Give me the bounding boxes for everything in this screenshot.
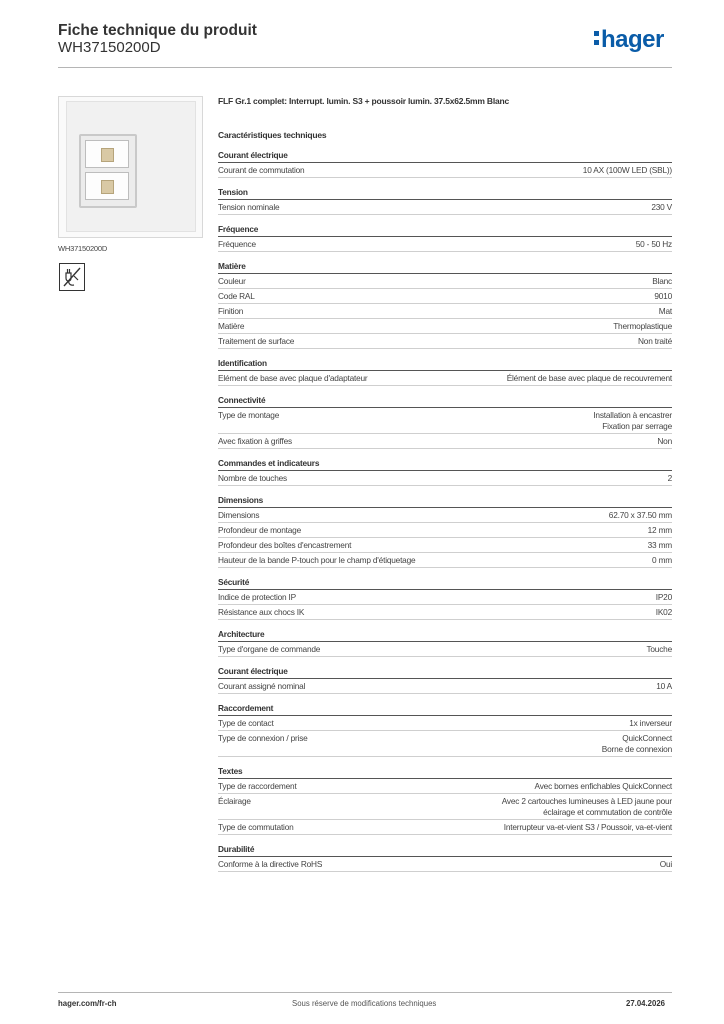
spec-row <box>218 716 672 731</box>
spec-label: Résistance aux chocs IK <box>218 607 305 617</box>
section-title: Textes <box>218 765 672 779</box>
spec-row <box>218 371 672 386</box>
section-title: Connectivité <box>218 394 672 408</box>
section-title: Fréquence <box>218 223 672 237</box>
spec-value <box>646 644 672 655</box>
spec-value <box>636 239 672 250</box>
led-window-icon <box>101 180 114 194</box>
section-title: Durabilité <box>218 843 672 857</box>
spec-label: Type d'organe de commande <box>218 644 321 654</box>
footer-date: 27.04.2026 <box>626 999 666 1008</box>
spec-row <box>218 794 672 820</box>
spec-value-line: Avec bornes enfichables QuickConnect <box>534 781 672 791</box>
spec-label: Profondeur des boîtes d'encastrement <box>218 540 352 550</box>
spec-section <box>218 457 672 486</box>
spec-section <box>218 665 672 694</box>
spec-value <box>668 473 672 484</box>
spec-label: Profondeur de montage <box>218 525 301 535</box>
spec-label: Type de connexion / prise <box>218 733 308 743</box>
spec-value <box>656 681 672 692</box>
spec-value <box>629 718 672 729</box>
spec-label: Dimensions <box>218 510 260 520</box>
spec-label: Code RAL <box>218 291 255 301</box>
section-title: Identification <box>218 357 672 371</box>
spec-value <box>648 540 672 551</box>
spec-label: Indice de protection IP <box>218 592 296 602</box>
spec-section <box>218 394 672 449</box>
spec-row <box>218 538 672 553</box>
spec-section <box>218 186 672 215</box>
spec-row <box>218 434 672 449</box>
spec-value-line: QuickConnect <box>622 733 672 743</box>
spec-value-line: IP20 <box>655 592 672 602</box>
spec-row <box>218 200 672 215</box>
spec-value-line: Élément de base avec plaque de recouvrement <box>506 373 672 383</box>
spec-value <box>535 781 672 792</box>
spec-row <box>218 274 672 289</box>
spec-label: Matière <box>218 321 245 331</box>
spec-value-line: Non <box>657 436 672 446</box>
rocker-top <box>85 140 129 168</box>
spec-label: Nombre de touches <box>218 473 288 483</box>
spec-section <box>218 843 672 872</box>
logo-colon-icon <box>594 31 599 45</box>
product-code: WH37150200D <box>58 39 161 56</box>
spec-sections <box>218 149 672 872</box>
spec-row <box>218 553 672 568</box>
spec-label: Courant assigné nominal <box>218 681 306 691</box>
spec-label: Avec fixation à griffes <box>218 436 292 446</box>
spec-value <box>609 510 672 521</box>
spec-label: Hauteur de la bande P-touch pour le champ d'étiquetage <box>218 555 416 565</box>
spec-value-line: Interrupteur va-et-vient S3 / Poussoir, va-et-vient <box>503 822 672 832</box>
spec-label: Éclairage <box>218 796 251 806</box>
spec-label: Finition <box>218 306 244 316</box>
spec-row <box>218 471 672 486</box>
spec-row <box>218 163 672 178</box>
section-title: Architecture <box>218 628 672 642</box>
spec-label: Couleur <box>218 276 246 286</box>
spec-value-line: 10 AX (100W LED (SBL)) <box>582 165 672 175</box>
spec-value <box>638 336 672 347</box>
spec-value-line: éclairage et commutation de contrôle <box>543 807 672 817</box>
spec-value <box>583 165 672 176</box>
spec-value <box>654 291 672 302</box>
section-title: Dimensions <box>218 494 672 508</box>
spec-value-line: Blanc <box>652 276 672 286</box>
section-title: Matière <box>218 260 672 274</box>
spec-value-line: 62.70 x 37.50 mm <box>608 510 672 520</box>
spec-row <box>218 523 672 538</box>
spec-value <box>648 525 672 536</box>
section-title: Raccordement <box>218 702 672 716</box>
spec-value-line: 230 V <box>651 202 672 212</box>
spec-label: Tension nominale <box>218 202 280 212</box>
spec-label: Conforme à la directive RoHS <box>218 859 323 869</box>
spec-value <box>657 436 672 447</box>
spec-label: Traitement de surface <box>218 336 295 346</box>
spec-value-line: 0 mm <box>652 555 672 565</box>
spec-value <box>504 822 672 833</box>
logo-text: hager <box>601 26 664 53</box>
spec-row <box>218 820 672 835</box>
spec-value <box>613 321 672 332</box>
spec-value <box>656 607 672 618</box>
spec-value-line: 9010 <box>654 291 672 301</box>
spec-row <box>218 408 672 434</box>
spec-section <box>218 260 672 349</box>
switch-plate <box>66 101 196 232</box>
spec-value <box>656 592 672 603</box>
spec-row <box>218 779 672 794</box>
spec-value <box>652 555 672 566</box>
image-caption: WH37150200D <box>58 244 108 253</box>
spec-value-line: Fixation par serrage <box>602 421 672 431</box>
spec-row <box>218 304 672 319</box>
hager-logo[interactable] <box>594 26 664 54</box>
specs-heading: Caractéristiques techniques <box>218 130 327 140</box>
spec-value <box>593 410 672 432</box>
product-image <box>58 96 203 238</box>
footer-disclaimer: Sous réserve de modifications techniques <box>292 999 437 1008</box>
spec-row <box>218 289 672 304</box>
footer-divider <box>58 992 672 993</box>
section-title: Sécurité <box>218 576 672 590</box>
section-title: Commandes et indicateurs <box>218 457 672 471</box>
spec-section <box>218 628 672 657</box>
rocker-bottom <box>85 172 129 200</box>
spec-value <box>507 373 672 384</box>
spec-value <box>651 202 672 213</box>
spec-value-line: Borne de connexion <box>601 744 672 754</box>
spec-section <box>218 702 672 757</box>
spec-value-line: Oui <box>659 859 672 869</box>
spec-row <box>218 679 672 694</box>
product-description: FLF Gr.1 complet: Interrupt. lumin. S3 + poussoir lumin. 37.5x62.5mm Blanc <box>218 96 510 106</box>
section-title: Tension <box>218 186 672 200</box>
spec-content <box>218 96 672 872</box>
spec-row <box>218 237 672 252</box>
spec-value-line: Touche <box>646 644 672 654</box>
spec-label: Type de montage <box>218 410 280 420</box>
spec-value-line: 2 <box>667 473 672 483</box>
spec-section <box>218 494 672 568</box>
spec-row <box>218 605 672 620</box>
page-title: Fiche technique du produit <box>58 22 257 39</box>
led-window-icon <box>101 148 114 162</box>
spec-value-line: 50 - 50 Hz <box>635 239 672 249</box>
spec-value <box>502 796 672 818</box>
spec-value <box>660 859 672 870</box>
spec-value-line: Installation à encastrer <box>593 410 672 420</box>
spec-value-line: Thermoplastique <box>613 321 672 331</box>
plug-certification-icon <box>59 263 85 291</box>
switch-frame <box>79 134 137 208</box>
footer-website[interactable]: hager.com/fr-ch <box>58 999 117 1008</box>
spec-value-line: 33 mm <box>647 540 672 550</box>
section-title: Courant électrique <box>218 665 672 679</box>
header-divider <box>58 67 672 68</box>
spec-row <box>218 319 672 334</box>
spec-value-line: Mat <box>658 306 672 316</box>
spec-value <box>652 276 672 287</box>
spec-row <box>218 642 672 657</box>
spec-value <box>659 306 672 317</box>
spec-label: Fréquence <box>218 239 256 249</box>
spec-section <box>218 223 672 252</box>
spec-section <box>218 357 672 386</box>
spec-value-line: Non traité <box>638 336 672 346</box>
spec-row <box>218 334 672 349</box>
spec-value-line: 12 mm <box>647 525 672 535</box>
spec-label: Type de contact <box>218 718 274 728</box>
spec-row <box>218 857 672 872</box>
spec-value-line: IK02 <box>655 607 672 617</box>
spec-label: Elément de base avec plaque d'adaptateur <box>218 373 368 383</box>
spec-value-line: Avec 2 cartouches lumineuses à LED jaune pour <box>501 796 672 806</box>
spec-label: Courant de commutation <box>218 165 305 175</box>
spec-value <box>602 733 672 755</box>
spec-row <box>218 508 672 523</box>
section-title: Courant électrique <box>218 149 672 163</box>
spec-section <box>218 576 672 620</box>
spec-section <box>218 765 672 835</box>
spec-label: Type de raccordement <box>218 781 297 791</box>
spec-label: Type de commutation <box>218 822 294 832</box>
spec-value-line: 10 A <box>656 681 672 691</box>
spec-value-line: 1x inverseur <box>629 718 672 728</box>
spec-section <box>218 149 672 178</box>
spec-row <box>218 731 672 757</box>
spec-row <box>218 590 672 605</box>
